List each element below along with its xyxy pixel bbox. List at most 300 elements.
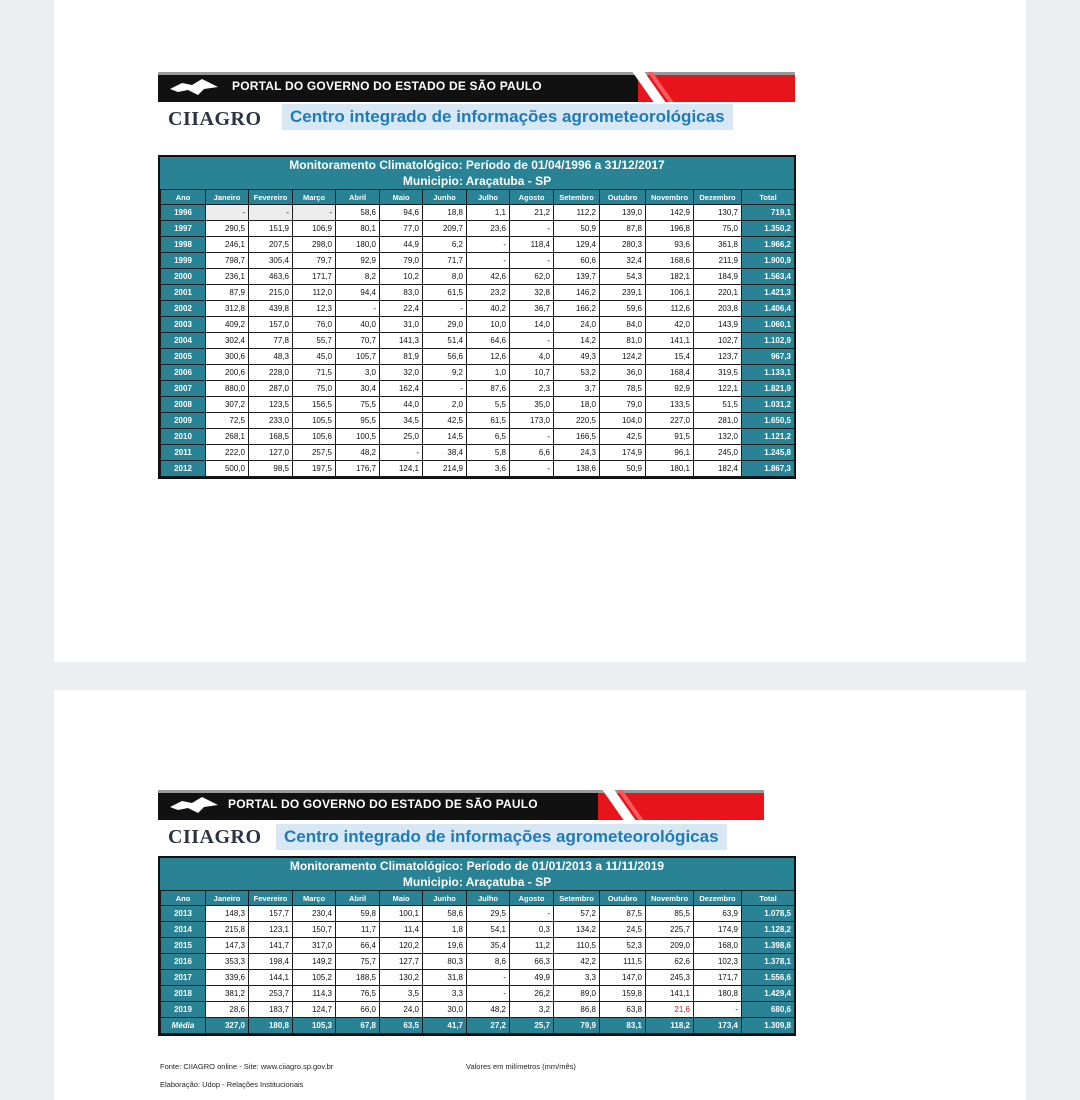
source-note: Fonte: CIIAGRO online - Site: www.ciiagro.sp.gov.br xyxy=(160,1062,334,1071)
year-cell: 2012 xyxy=(161,461,206,477)
table-title-block xyxy=(160,858,794,890)
value-cell: 79,0 xyxy=(600,397,646,413)
value-cell: 339,6 xyxy=(206,970,249,986)
value-cell: 122,1 xyxy=(694,381,742,397)
value-cell: 409,2 xyxy=(206,317,249,333)
value-cell: 41,7 xyxy=(423,1018,467,1034)
value-cell: 63,5 xyxy=(380,1018,423,1034)
document-page-1 xyxy=(54,0,1026,662)
portal-title: PORTAL DO GOVERNO DO ESTADO DE SÃO PAULO xyxy=(228,797,538,811)
column-header: Total xyxy=(742,190,795,205)
value-cell: 87,5 xyxy=(600,906,646,922)
value-cell: 87,9 xyxy=(206,285,249,301)
value-cell: 70,7 xyxy=(336,333,380,349)
value-cell: 463,6 xyxy=(249,269,293,285)
value-cell: 183,7 xyxy=(249,1002,293,1018)
total-cell: 1.966,2 xyxy=(742,237,795,253)
year-cell: 2005 xyxy=(161,349,206,365)
value-cell: 100,1 xyxy=(380,906,423,922)
value-cell: 34,5 xyxy=(380,413,423,429)
table-title: Monitoramento Climatológico: Período de 01/04/1996 a 31/12/2017 xyxy=(289,158,665,172)
value-cell: 123,5 xyxy=(249,397,293,413)
value-cell: 42,5 xyxy=(423,413,467,429)
value-cell: 21,2 xyxy=(510,205,554,221)
column-header: Ano xyxy=(161,190,206,205)
value-cell: 130,7 xyxy=(694,205,742,221)
value-cell: 287,0 xyxy=(249,381,293,397)
value-cell: - xyxy=(510,429,554,445)
value-cell: 98,5 xyxy=(249,461,293,477)
value-cell: 63,8 xyxy=(600,1002,646,1018)
value-cell: 26,2 xyxy=(510,986,554,1002)
column-header: Outubro xyxy=(600,891,646,906)
value-cell: 52,3 xyxy=(600,938,646,954)
column-header: Março xyxy=(293,190,336,205)
value-cell: 18,8 xyxy=(423,205,467,221)
year-cell: 2007 xyxy=(161,381,206,397)
value-cell: 57,2 xyxy=(554,906,600,922)
value-cell: 80,1 xyxy=(336,221,380,237)
value-cell: 6,6 xyxy=(510,445,554,461)
value-cell: 28,6 xyxy=(206,1002,249,1018)
value-cell: - xyxy=(467,237,510,253)
table-row xyxy=(161,317,795,333)
value-cell: 11,2 xyxy=(510,938,554,954)
value-cell: 94,4 xyxy=(336,285,380,301)
total-cell: 1.398,6 xyxy=(742,938,795,954)
value-cell: 174,9 xyxy=(694,922,742,938)
table-row xyxy=(161,461,795,477)
value-cell: 173,4 xyxy=(694,1018,742,1034)
value-cell: 11,4 xyxy=(380,922,423,938)
table-row xyxy=(161,922,795,938)
table-row xyxy=(161,938,795,954)
column-header: Junho xyxy=(423,891,467,906)
year-cell: 2016 xyxy=(161,954,206,970)
value-cell: 381,2 xyxy=(206,986,249,1002)
column-header: Abril xyxy=(336,891,380,906)
table-row xyxy=(161,269,795,285)
value-cell: 85,5 xyxy=(646,906,694,922)
value-cell: 8,2 xyxy=(336,269,380,285)
ciiagro-logo-text: CIIAGRO xyxy=(168,108,262,130)
value-cell: 129,4 xyxy=(554,237,600,253)
value-cell: 168,6 xyxy=(646,253,694,269)
value-cell: 51,4 xyxy=(423,333,467,349)
year-cell: 1999 xyxy=(161,253,206,269)
value-cell: 124,2 xyxy=(600,349,646,365)
value-cell: 24,5 xyxy=(600,922,646,938)
value-cell: 95,5 xyxy=(336,413,380,429)
value-cell: 61,5 xyxy=(423,285,467,301)
value-cell: 139,0 xyxy=(600,205,646,221)
year-cell: 2008 xyxy=(161,397,206,413)
value-cell: 200,6 xyxy=(206,365,249,381)
value-cell: 171,7 xyxy=(293,269,336,285)
value-cell: 500,0 xyxy=(206,461,249,477)
value-cell: 110,5 xyxy=(554,938,600,954)
value-cell: 180,8 xyxy=(249,1018,293,1034)
value-cell: 5,5 xyxy=(467,397,510,413)
table-title: Monitoramento Climatológico: Período de 01/01/2013 a 11/11/2019 xyxy=(289,859,665,873)
value-cell: - xyxy=(336,301,380,317)
total-cell: 1.121,2 xyxy=(742,429,795,445)
header-row xyxy=(161,891,795,906)
value-cell: 102,3 xyxy=(694,954,742,970)
value-cell: 138,6 xyxy=(554,461,600,477)
value-cell: 222,0 xyxy=(206,445,249,461)
value-cell: 71,7 xyxy=(423,253,467,269)
column-header: Fevereiro xyxy=(249,190,293,205)
value-cell: 58,6 xyxy=(336,205,380,221)
total-cell: 719,1 xyxy=(742,205,795,221)
table-row xyxy=(161,349,795,365)
column-header: Janeiro xyxy=(206,891,249,906)
year-cell: 2004 xyxy=(161,333,206,349)
value-cell: 215,0 xyxy=(249,285,293,301)
value-cell: 159,8 xyxy=(600,986,646,1002)
value-cell: 3,0 xyxy=(336,365,380,381)
value-cell: 63,9 xyxy=(694,906,742,922)
value-cell: 290,5 xyxy=(206,221,249,237)
value-cell: 3,3 xyxy=(554,970,600,986)
value-cell: 45,0 xyxy=(293,349,336,365)
value-cell: 2,3 xyxy=(510,381,554,397)
value-cell: 162,4 xyxy=(380,381,423,397)
table-row xyxy=(161,285,795,301)
value-cell: 133,5 xyxy=(646,397,694,413)
value-cell: 118,4 xyxy=(510,237,554,253)
value-cell: 148,3 xyxy=(206,906,249,922)
value-cell: 130,2 xyxy=(380,970,423,986)
value-cell: 67,8 xyxy=(336,1018,380,1034)
value-cell: 880,0 xyxy=(206,381,249,397)
value-cell: 127,0 xyxy=(249,445,293,461)
value-cell: 120,2 xyxy=(380,938,423,954)
value-cell: 19,6 xyxy=(423,938,467,954)
value-cell: 124,7 xyxy=(293,1002,336,1018)
value-cell: 77,8 xyxy=(249,333,293,349)
table-row xyxy=(161,429,795,445)
value-cell: 168,4 xyxy=(646,365,694,381)
total-cell: 1.133,1 xyxy=(742,365,795,381)
climate-table-1996-2012 xyxy=(158,155,796,479)
column-header: Novembro xyxy=(646,190,694,205)
value-cell: 149,2 xyxy=(293,954,336,970)
ciiagro-subtitle: Centro integrado de informações agrometeorológicas xyxy=(276,824,727,850)
value-cell: 327,0 xyxy=(206,1018,249,1034)
value-cell: 55,7 xyxy=(293,333,336,349)
table-row xyxy=(161,365,795,381)
value-cell: 75,7 xyxy=(336,954,380,970)
column-header: Julho xyxy=(467,891,510,906)
value-cell: 2,0 xyxy=(423,397,467,413)
value-cell: 81,0 xyxy=(600,333,646,349)
total-cell: 1.060,1 xyxy=(742,317,795,333)
value-cell: 147,0 xyxy=(600,970,646,986)
value-cell: 147,3 xyxy=(206,938,249,954)
table-row xyxy=(161,381,795,397)
value-cell: 239,1 xyxy=(600,285,646,301)
table-row xyxy=(161,954,795,970)
value-cell: 227,0 xyxy=(646,413,694,429)
value-cell: 197,5 xyxy=(293,461,336,477)
total-cell: 1.429,4 xyxy=(742,986,795,1002)
column-header: Novembro xyxy=(646,891,694,906)
value-cell: 27,2 xyxy=(467,1018,510,1034)
value-cell: 12,6 xyxy=(467,349,510,365)
value-cell: 106,1 xyxy=(646,285,694,301)
units-note: Valores em milímetros (mm/mês) xyxy=(466,1062,576,1071)
value-cell: 66,0 xyxy=(336,1002,380,1018)
value-cell: 225,7 xyxy=(646,922,694,938)
value-cell: 25,0 xyxy=(380,429,423,445)
year-cell: 2001 xyxy=(161,285,206,301)
total-cell: 1.309,8 xyxy=(742,1018,795,1034)
column-header: Setembro xyxy=(554,891,600,906)
value-cell: - xyxy=(380,445,423,461)
value-cell: 151,9 xyxy=(249,221,293,237)
value-cell: 319,5 xyxy=(694,365,742,381)
value-cell: 21,6 xyxy=(646,1002,694,1018)
value-cell: - xyxy=(510,333,554,349)
column-header: Agosto xyxy=(510,190,554,205)
value-cell: 91,5 xyxy=(646,429,694,445)
year-cell: 2015 xyxy=(161,938,206,954)
value-cell: 123,1 xyxy=(249,922,293,938)
government-portal-banner xyxy=(158,790,764,820)
value-cell: 71,5 xyxy=(293,365,336,381)
table-row xyxy=(161,221,795,237)
table-row xyxy=(161,205,795,221)
ciiagro-header xyxy=(158,822,798,852)
value-cell: 4,0 xyxy=(510,349,554,365)
value-cell: 3,5 xyxy=(380,986,423,1002)
table-row xyxy=(161,986,795,1002)
value-cell: 6,5 xyxy=(467,429,510,445)
table-row xyxy=(161,253,795,269)
value-cell: 1,8 xyxy=(423,922,467,938)
table-row xyxy=(161,397,795,413)
value-cell: 40,0 xyxy=(336,317,380,333)
value-cell: 0,3 xyxy=(510,922,554,938)
column-header: Agosto xyxy=(510,891,554,906)
value-cell: 157,0 xyxy=(249,317,293,333)
value-cell: 50,9 xyxy=(600,461,646,477)
value-cell: 86,8 xyxy=(554,1002,600,1018)
value-cell: 209,7 xyxy=(423,221,467,237)
column-header: Julho xyxy=(467,190,510,205)
year-cell: 2019 xyxy=(161,1002,206,1018)
value-cell: 236,1 xyxy=(206,269,249,285)
value-cell: 1,1 xyxy=(467,205,510,221)
value-cell: 42,5 xyxy=(600,429,646,445)
table-row xyxy=(161,413,795,429)
value-cell: 14,2 xyxy=(554,333,600,349)
value-cell: 118,2 xyxy=(646,1018,694,1034)
value-cell: 93,6 xyxy=(646,237,694,253)
table-row xyxy=(161,970,795,986)
value-cell: 53,2 xyxy=(554,365,600,381)
column-header: Dezembro xyxy=(694,891,742,906)
value-cell: 114,3 xyxy=(293,986,336,1002)
value-cell: 92,9 xyxy=(336,253,380,269)
value-cell: 29,5 xyxy=(467,906,510,922)
value-cell: 44,9 xyxy=(380,237,423,253)
value-cell: 54,3 xyxy=(600,269,646,285)
column-header: Total xyxy=(742,891,795,906)
value-cell: 257,5 xyxy=(293,445,336,461)
value-cell: 253,7 xyxy=(249,986,293,1002)
value-cell: 9,2 xyxy=(423,365,467,381)
value-cell: 111,5 xyxy=(600,954,646,970)
value-cell: 215,8 xyxy=(206,922,249,938)
year-cell: 2017 xyxy=(161,970,206,986)
value-cell: 3,7 xyxy=(554,381,600,397)
value-cell: 245,0 xyxy=(694,445,742,461)
value-cell: 87,8 xyxy=(600,221,646,237)
value-cell: 209,0 xyxy=(646,938,694,954)
total-cell: 1.421,3 xyxy=(742,285,795,301)
value-cell: 305,4 xyxy=(249,253,293,269)
value-cell: 142,9 xyxy=(646,205,694,221)
value-cell: 29,0 xyxy=(423,317,467,333)
value-cell: 24,3 xyxy=(554,445,600,461)
column-header: Janeiro xyxy=(206,190,249,205)
value-cell: 54,1 xyxy=(467,922,510,938)
value-cell: 64,6 xyxy=(467,333,510,349)
value-cell: 31,8 xyxy=(423,970,467,986)
sao-paulo-map-logo xyxy=(168,795,220,815)
value-cell: 361,8 xyxy=(694,237,742,253)
total-cell: 967,3 xyxy=(742,349,795,365)
value-cell: 180,0 xyxy=(336,237,380,253)
value-cell: 56,6 xyxy=(423,349,467,365)
table-subtitle: Municipio: Araçatuba - SP xyxy=(402,174,552,188)
value-cell: 76,5 xyxy=(336,986,380,1002)
value-cell: 168,0 xyxy=(694,938,742,954)
climate-table-2013-2019 xyxy=(158,856,796,1036)
value-cell: 141,1 xyxy=(646,333,694,349)
value-cell: 207,5 xyxy=(249,237,293,253)
value-cell: 180,8 xyxy=(694,986,742,1002)
total-cell: 1.650,5 xyxy=(742,413,795,429)
value-cell: 30,0 xyxy=(423,1002,467,1018)
value-cell: 3,6 xyxy=(467,461,510,477)
value-cell: 81,9 xyxy=(380,349,423,365)
value-cell: - xyxy=(423,381,467,397)
column-header: Dezembro xyxy=(694,190,742,205)
value-cell: 112,0 xyxy=(293,285,336,301)
value-cell: 5,8 xyxy=(467,445,510,461)
value-cell: 87,6 xyxy=(467,381,510,397)
value-cell: 61,5 xyxy=(467,413,510,429)
year-cell: 2006 xyxy=(161,365,206,381)
column-header: Maio xyxy=(380,190,423,205)
value-cell: 42,0 xyxy=(646,317,694,333)
column-header: Setembro xyxy=(554,190,600,205)
value-cell: 144,1 xyxy=(249,970,293,986)
year-cell: 2011 xyxy=(161,445,206,461)
value-cell: 141,3 xyxy=(380,333,423,349)
average-label: Média xyxy=(161,1018,206,1034)
value-cell: 184,9 xyxy=(694,269,742,285)
value-cell: 58,6 xyxy=(423,906,467,922)
portal-title: PORTAL DO GOVERNO DO ESTADO DE SÃO PAULO xyxy=(232,79,542,93)
value-cell: 89,0 xyxy=(554,986,600,1002)
total-cell: 1.900,9 xyxy=(742,253,795,269)
value-cell: 32,8 xyxy=(510,285,554,301)
value-cell: - xyxy=(293,205,336,221)
value-cell: 36,7 xyxy=(510,301,554,317)
value-cell: 92,9 xyxy=(646,381,694,397)
value-cell: 134,2 xyxy=(554,922,600,938)
value-cell: 180,1 xyxy=(646,461,694,477)
year-cell: 2002 xyxy=(161,301,206,317)
value-cell: 307,2 xyxy=(206,397,249,413)
value-cell: 62,0 xyxy=(510,269,554,285)
value-cell: 50,9 xyxy=(554,221,600,237)
value-cell: 24,0 xyxy=(380,1002,423,1018)
value-cell: 49,9 xyxy=(510,970,554,986)
value-cell: - xyxy=(510,461,554,477)
value-cell: 105,2 xyxy=(293,970,336,986)
value-cell: 75,5 xyxy=(336,397,380,413)
total-cell: 1.867,3 xyxy=(742,461,795,477)
value-cell: 353,3 xyxy=(206,954,249,970)
table-row xyxy=(161,333,795,349)
value-cell: 141,7 xyxy=(249,938,293,954)
value-cell: 157,7 xyxy=(249,906,293,922)
year-cell: 1997 xyxy=(161,221,206,237)
table-row xyxy=(161,906,795,922)
value-cell: 171,7 xyxy=(694,970,742,986)
value-cell: - xyxy=(423,301,467,317)
average-row xyxy=(161,1018,795,1034)
value-cell: 18,0 xyxy=(554,397,600,413)
header-row xyxy=(161,190,795,205)
value-cell: 1,0 xyxy=(467,365,510,381)
value-cell: 35,0 xyxy=(510,397,554,413)
value-cell: 15,4 xyxy=(646,349,694,365)
value-cell: 173,0 xyxy=(510,413,554,429)
value-cell: 83,0 xyxy=(380,285,423,301)
value-cell: 44,0 xyxy=(380,397,423,413)
value-cell: 8,0 xyxy=(423,269,467,285)
column-header: Junho xyxy=(423,190,467,205)
value-cell: 38,4 xyxy=(423,445,467,461)
value-cell: 166,5 xyxy=(554,429,600,445)
value-cell: 31,0 xyxy=(380,317,423,333)
year-cell: 2018 xyxy=(161,986,206,1002)
column-header: Maio xyxy=(380,891,423,906)
value-cell: 59,6 xyxy=(600,301,646,317)
total-cell: 1.406,4 xyxy=(742,301,795,317)
value-cell: 127,7 xyxy=(380,954,423,970)
value-cell: 40,2 xyxy=(467,301,510,317)
year-cell: 2009 xyxy=(161,413,206,429)
value-cell: 36,0 xyxy=(600,365,646,381)
value-cell: 176,7 xyxy=(336,461,380,477)
total-cell: 680,6 xyxy=(742,1002,795,1018)
value-cell: - xyxy=(467,986,510,1002)
value-cell: 105,6 xyxy=(293,429,336,445)
value-cell: 10,7 xyxy=(510,365,554,381)
government-portal-banner xyxy=(158,72,795,102)
value-cell: 102,7 xyxy=(694,333,742,349)
value-cell: 220,5 xyxy=(554,413,600,429)
value-cell: 76,0 xyxy=(293,317,336,333)
